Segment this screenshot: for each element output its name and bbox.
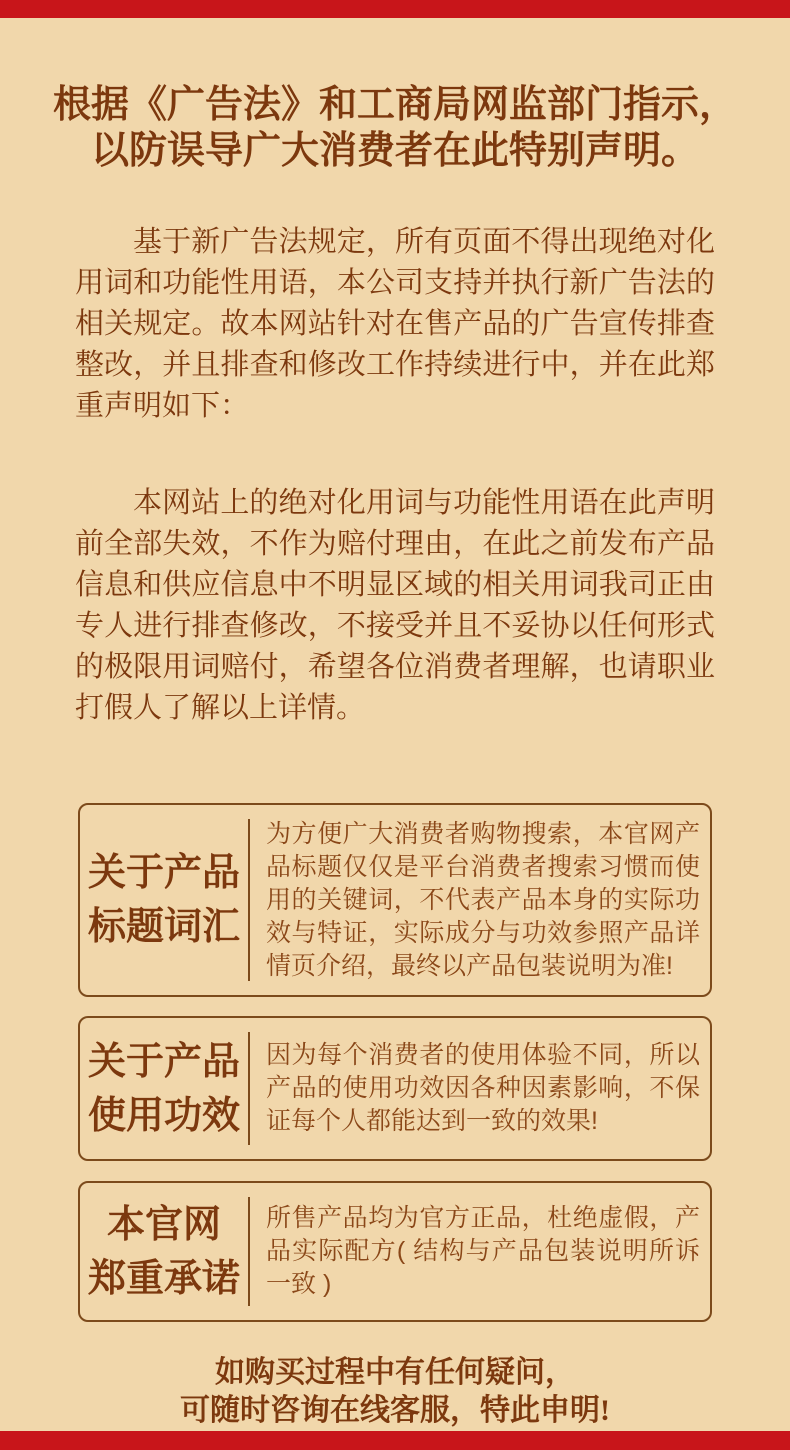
- notice-box-official-promise: [78, 1181, 712, 1322]
- notice-boxes: [0, 803, 790, 1322]
- top-accent-bar: [0, 0, 790, 18]
- notice-label-line2: 标题词汇: [87, 906, 240, 948]
- statement-title-line2: 以防误导广大消费者在此特别声明。: [90, 130, 699, 172]
- notice-label-line1: 关于产品: [87, 1040, 240, 1083]
- statement-title-line1: 根据《广告法》和工商局网监部门指示，: [52, 84, 737, 126]
- notice-box-product-efficacy-label: [80, 1035, 248, 1143]
- notice-label-line1: 本官网: [106, 1203, 221, 1246]
- footer-note-line1: 如购买过程中有任何疑问，: [215, 1356, 575, 1389]
- notice-box-product-title-text: 为方便广大消费者购物搜索，本官网产品标题仅仅是平台消费者搜索习惯而使用的关键词，不代表产品本身的实际功效与特证，实际成分与功效参照产品详情页介绍，最终以产品包装说明为准!: [266, 819, 700, 980]
- statement-paragraph-2: 本网站上的绝对化用词与功能性用语在此声明前全部失效，不作为赔付理由，在此之前发布产品信息和供应信息中不明显区域的相关用词我司正由专人进行排查修改，不接受并且不妥协以任何形式的极限用词赔付，希望各位消费者理解，也请职业打假人了解以上详情。: [75, 487, 715, 724]
- footer-note-line2: 可随时咨询在线客服，特此申明!: [180, 1394, 610, 1427]
- notice-box-official-promise-text: 所售产品均为官方正品，杜绝虚假，产品实际配方( 结构与产品包装说明所诉一致 ): [266, 1204, 700, 1298]
- notice-label-line2: 郑重承诺: [87, 1257, 240, 1300]
- notice-box-product-efficacy-text: 因为每个消费者的使用体验不同，所以产品的使用功效因各种因素影响，不保证每个人都能达到一致的效果!: [266, 1041, 700, 1135]
- notice-label-line2: 使用功效: [87, 1094, 240, 1137]
- statement-paragraph-1: 基于新广告法规定，所有页面不得出现绝对化用词和功能性用语，本公司支持并执行新广告法的相关规定。故本网站针对在售产品的广告宣传排查整改，并且排查和修改工作持续进行中，并在此郑重声明如下：: [75, 226, 715, 422]
- notice-box-product-title-label: [80, 846, 248, 954]
- statement-title: [0, 0, 790, 174]
- footer-note: [0, 1354, 790, 1430]
- notice-box-product-title: [78, 803, 712, 997]
- notice-box-product-efficacy: [78, 1016, 712, 1161]
- bottom-accent-bar: [0, 1431, 790, 1450]
- notice-box-official-promise-label: [80, 1198, 248, 1306]
- notice-label-line1: 关于产品: [87, 852, 240, 894]
